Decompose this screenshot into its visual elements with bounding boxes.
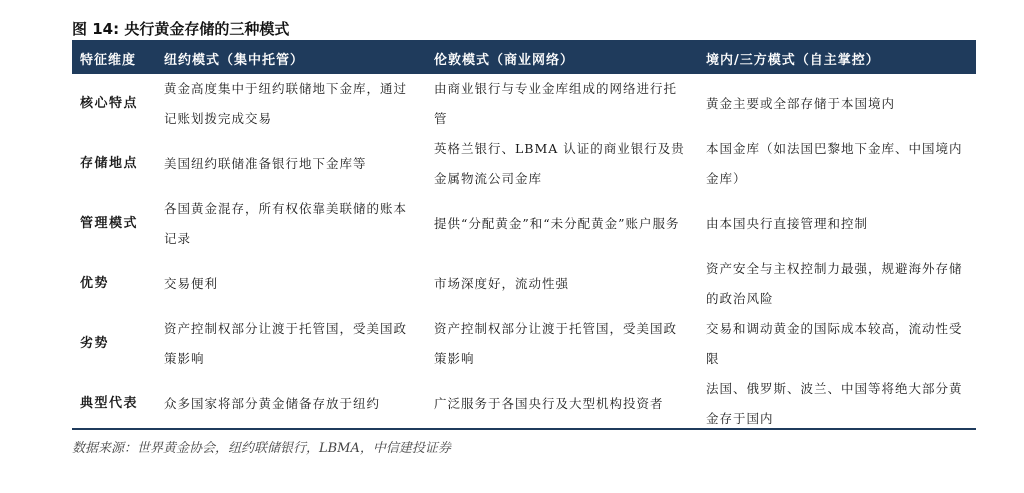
row-dimension: 存储地点 — [80, 156, 139, 171]
row-dimension: 劣势 — [80, 336, 110, 351]
cell-domestic: 资产安全与主权控制力最强，规避海外存储的政治风险 — [706, 261, 963, 306]
header-dimension: 特征维度 — [72, 42, 156, 74]
table-row — [72, 254, 976, 314]
cell-london: 由商业银行与专业金库组成的网络进行托管 — [434, 81, 678, 126]
row-dimension: 核心特点 — [80, 96, 139, 111]
table-header-row — [72, 42, 976, 74]
cell-new-york: 资产控制权部分让渡于托管国，受美国政策影响 — [164, 321, 408, 366]
row-dimension: 优势 — [80, 276, 110, 291]
figure-title: 图 14: 央行黄金存储的三种模式 — [72, 20, 290, 38]
table-row — [72, 134, 976, 194]
header-domestic-mode: 境内/三方模式（自主掌控） — [698, 42, 976, 74]
cell-domestic: 由本国央行直接管理和控制 — [706, 216, 869, 231]
bottom-rule — [72, 428, 976, 430]
gold-storage-modes-table — [72, 42, 976, 434]
table-row — [72, 314, 976, 374]
header-london-mode: 伦敦模式（商业网络） — [426, 42, 698, 74]
row-dimension: 典型代表 — [80, 396, 139, 411]
cell-london: 广泛服务于各国央行及大型机构投资者 — [434, 396, 664, 411]
cell-new-york: 众多国家将部分黄金储备存放于纽约 — [164, 396, 381, 411]
table-row — [72, 194, 976, 254]
cell-domestic: 交易和调动黄金的国际成本较高，流动性受限 — [706, 321, 963, 366]
cell-new-york: 交易便利 — [164, 276, 219, 291]
row-dimension: 管理模式 — [80, 216, 139, 231]
cell-london: 市场深度好，流动性强 — [434, 276, 570, 291]
cell-london: 英格兰银行、LBMA 认证的商业银行及贵金属物流公司金库 — [434, 141, 685, 186]
table-row — [72, 74, 976, 134]
cell-domestic: 法国、俄罗斯、波兰、中国等将绝大部分黄金存于国内 — [706, 381, 963, 426]
table-row — [72, 374, 976, 434]
cell-domestic: 本国金库（如法国巴黎地下金库、中国境内金库） — [706, 141, 963, 186]
cell-london: 提供“分配黄金”和“未分配黄金”账户服务 — [434, 216, 680, 231]
cell-london: 资产控制权部分让渡于托管国，受美国政策影响 — [434, 321, 678, 366]
cell-domestic: 黄金主要或全部存储于本国境内 — [706, 96, 896, 111]
cell-new-york: 美国纽约联储准备银行地下金库等 — [164, 156, 367, 171]
header-new-york-mode: 纽约模式（集中托管） — [156, 42, 426, 74]
cell-new-york: 黄金高度集中于纽约联储地下金库，通过记账划拨完成交易 — [164, 81, 408, 126]
data-source-note: 数据来源：世界黄金协会，纽约联储银行，LBMA，中信建投证券 — [72, 441, 451, 456]
cell-new-york: 各国黄金混存，所有权依靠美联储的账本记录 — [164, 201, 408, 246]
